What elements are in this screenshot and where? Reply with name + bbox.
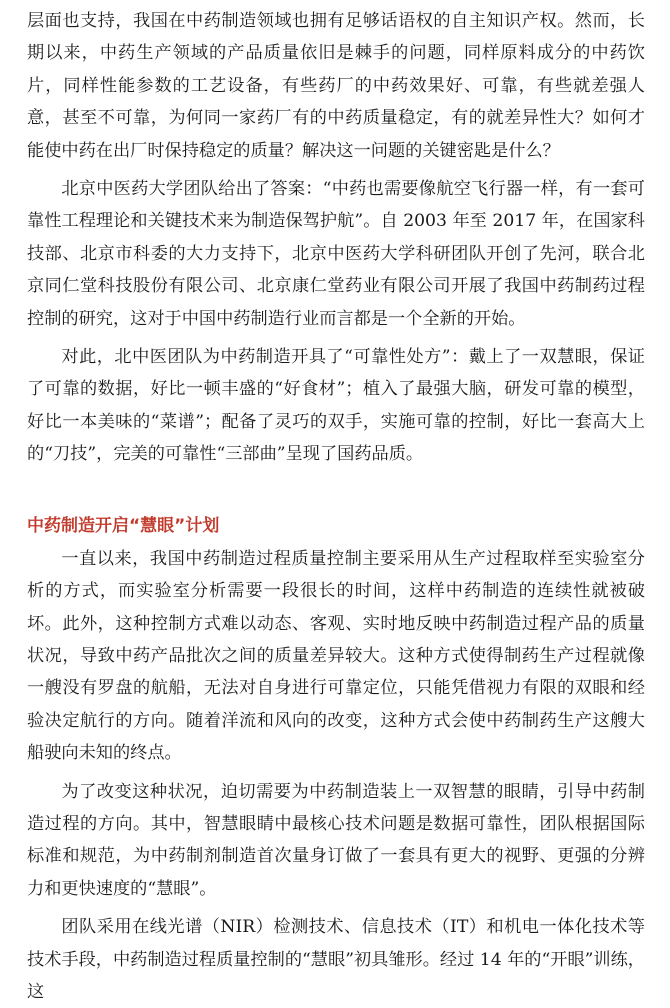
article-page bbox=[27, 5, 645, 1008]
paragraph-nir-technology: 团队采用在线光谱（NIR）检测技术、信息技术（IT）和机电一体化技术等技术手段，中药制造过程质量控制的“慧眼”初具雏形。经过 14 年的“开眼”训练，这 bbox=[27, 917, 645, 1002]
paragraph-prescription: 对此，北中医团队为中药制造开具了“可靠性处方”：戴上了一双慧眼，保证了可靠的数据，好比一顿丰盛的“好食材”；植入了最强大脑，研发可靠的模型，好比一本美味的“菜谱”；配备了灵巧的双手，实施可靠的控制，好比一套高大上的“刀技”，完美的可靠性“三部曲”呈现了国药品质。 bbox=[27, 347, 645, 465]
paragraph-continued: 层面也支持，我国在中药制造领域也拥有足够话语权的自主知识产权。然而，长期以来，中药生产领域的产品质量依旧是棘手的问题，同样原料成分的中药饮片，同样性能参数的工艺设备，有些药厂的中药效果好、可靠，有些就差强人意，甚至不可靠，为何同一家药厂有的中药质量稳定，有的就差异性大？如何才能使中药在出厂时保持稳定的质量？解决这一问题的关键密匙是什么？ bbox=[27, 11, 645, 161]
paragraph-smart-eyes: 为了改变这种状况，迫切需要为中药制造装上一双智慧的眼睛，引导中药制造过程的方向。其中，智慧眼睛中最核心技术问题是数据可靠性，团队根据国际标准和规范，为中药制剂制造首次量身订做了一套具有更大的视野、更强的分辨力和更快速度的“慧眼”。 bbox=[27, 781, 645, 899]
paragraph-answer: 北京中医药大学团队给出了答案：“中药也需要像航空飞行器一样，有一套可靠性工程理论和关键技术来为制造保驾护航”。自 2003 年至 2017 年，在国家科技部、北京市科委的大力支持下，北京中医药大学科研团队开创了先河，联合北京同仁堂科技股份有限公司、北京康仁堂药业有限公司开展了我国中药制药过程控制的研究，这对于中国中药制造行业而言都是一个全新的开始。 bbox=[27, 179, 645, 329]
paragraph-quality-control: 一直以来，我国中药制造过程质量控制主要采用从生产过程取样至实验室分析的方式，而实验室分析需要一段很长的时间，这样中药制造的连续性就被破坏。此外，这种控制方式难以动态、客观、实时地反映中药制造过程产品的质量状况，导致中药产品批次之间的质量差异较大。这种方式使得制药生产过程就像一艘没有罗盘的航船，无法对自身进行可靠定位，只能凭借视力有限的双眼和经验决定航行的方向。随着洋流和风向的改变，这种方式会使中药制药生产这艘大船驶向未知的终点。 bbox=[27, 548, 645, 764]
section-heading: 中药制造开启“慧眼”计划 bbox=[27, 515, 220, 536]
